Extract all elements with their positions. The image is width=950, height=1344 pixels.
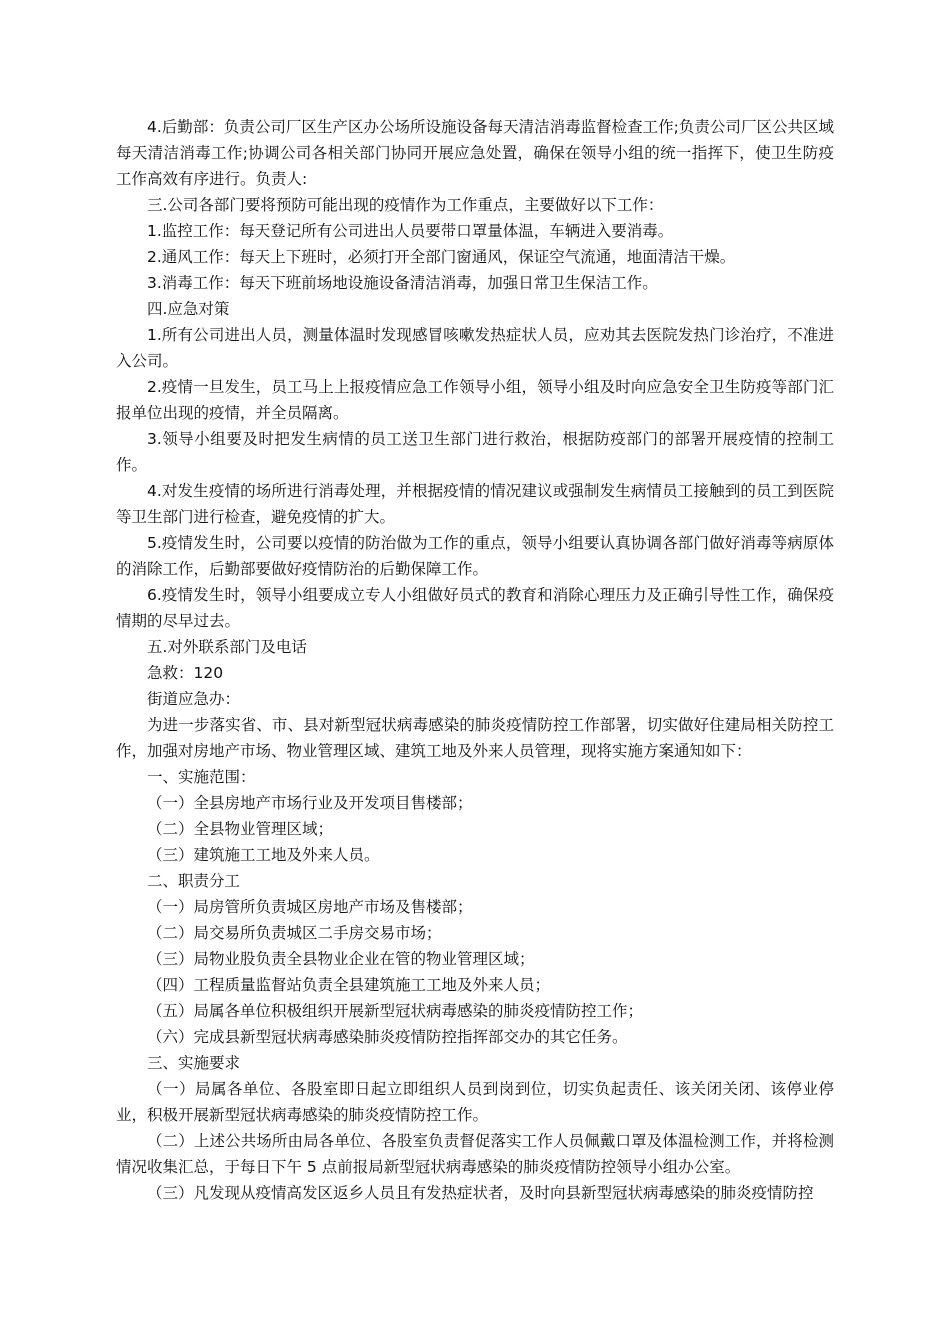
paragraph: （三）凡发现从疫情高发区返乡人员且有发热症状者，及时向县新型冠状病毒感染的肺炎疫情防控	[147, 1184, 814, 1202]
list-item: （五）局属各单位积极组织开展新型冠状病毒感染的肺炎疫情防控工作；	[147, 1002, 644, 1020]
document-body	[116, 114, 834, 1206]
paragraph: （一）局属各单位、各股室即日起立即组织人员到岗到位，切实负起责任、该关闭关闭、该停业停业，积极开展新型冠状病毒感染的肺炎疫情防控工作。	[116, 1080, 834, 1124]
section-heading: 四.应急对策	[147, 300, 230, 318]
list-item: （二）局交易所负责城区二手房交易市场；	[147, 924, 442, 942]
list-item: （三）局物业股负责全县物业企业在管的物业管理区域；	[147, 950, 535, 968]
paragraph: 急救：120	[147, 664, 224, 682]
list-item: （一）全县房地产市场行业及开发项目售楼部；	[147, 794, 473, 812]
paragraph: 2.通风工作：每天上下班时，必须打开全部门窗通风，保证空气流通，地面清洁干燥。	[147, 248, 736, 266]
paragraph: 3.消毒工作：每天下班前场地设施设备清洁消毒，加强日常卫生保洁工作。	[147, 274, 658, 292]
section-heading: 二、职责分工	[147, 872, 241, 890]
paragraph: 2.疫情一旦发生，员工马上上报疫情应急工作领导小组，领导小组及时向应急安全卫生防疫等部门汇报单位出现的疫情，并全员隔离。	[116, 378, 834, 422]
paragraph: 3.领导小组要及时把发生病情的员工送卫生部门进行救治，根据防疫部门的部署开展疫情的控制工作。	[116, 430, 834, 474]
paragraph: 三.公司各部门要将预防可能出现的疫情作为工作重点，主要做好以下工作：	[147, 196, 664, 214]
paragraph: 街道应急办：	[147, 690, 241, 708]
paragraph: （二）上述公共场所由局各单位、各股室负责督促落实工作人员佩戴口罩及体温检测工作，并将检测情况收集汇总，于每日下午 5 点前报局新型冠状病毒感染的肺炎疫情防控领导小组办公室。	[116, 1132, 834, 1176]
paragraph: 4.对发生疫情的场所进行消毒处理，并根据疫情的情况建议或强制发生病情员工接触到的员工到医院等卫生部门进行检查，避免疫情的扩大。	[116, 482, 834, 526]
paragraph: 为进一步落实省、市、县对新型冠状病毒感染的肺炎疫情防控工作部署，切实做好住建局相关防控工作，加强对房地产市场、物业管理区域、建筑工地及外来人员管理，现将实施方案通知如下：	[116, 716, 834, 760]
list-item: （六）完成县新型冠状病毒感染肺炎疫情防控指挥部交办的其它任务。	[147, 1028, 628, 1046]
list-item: （二）全县物业管理区域；	[147, 820, 334, 838]
paragraph: 6.疫情发生时，领导小组要成立专人小组做好员式的教育和消除心理压力及正确引导性工作，确保疫情期的尽早过去。	[116, 586, 834, 630]
paragraph: 1.监控工作：每天登记所有公司进出人员要带口罩量体温，车辆进入要消毒。	[147, 222, 674, 240]
list-item: （三）建筑施工工地及外来人员。	[147, 846, 380, 864]
paragraph: 4.后勤部：负责公司厂区生产区办公场所设施设备每天清洁消毒监督检查工作;负责公司厂区公共区域每天清洁消毒工作;协调公司各相关部门协同开展应急处置，确保在领导小组的统一指挥下，使卫生防疫工作高效有序进行。负责人:	[116, 118, 834, 188]
list-item: （四）工程质量监督站负责全县建筑施工工地及外来人员；	[147, 976, 551, 994]
paragraph: 1.所有公司进出人员，测量体温时发现感冒咳嗽发热症状人员，应劝其去医院发热门诊治疗，不准进入公司。	[116, 326, 834, 370]
section-heading: 一、实施范围：	[147, 768, 256, 786]
list-item: （一）局房管所负责城区房地产市场及售楼部；	[147, 898, 473, 916]
section-heading: 五.对外联系部门及电话	[147, 638, 307, 656]
section-heading: 三、实施要求	[147, 1054, 241, 1072]
paragraph: 5.疫情发生时，公司要以疫情的防治做为工作的重点，领导小组要认真协调各部门做好消毒等病原体的消除工作，后勤部要做好疫情防治的后勤保障工作。	[116, 534, 834, 578]
